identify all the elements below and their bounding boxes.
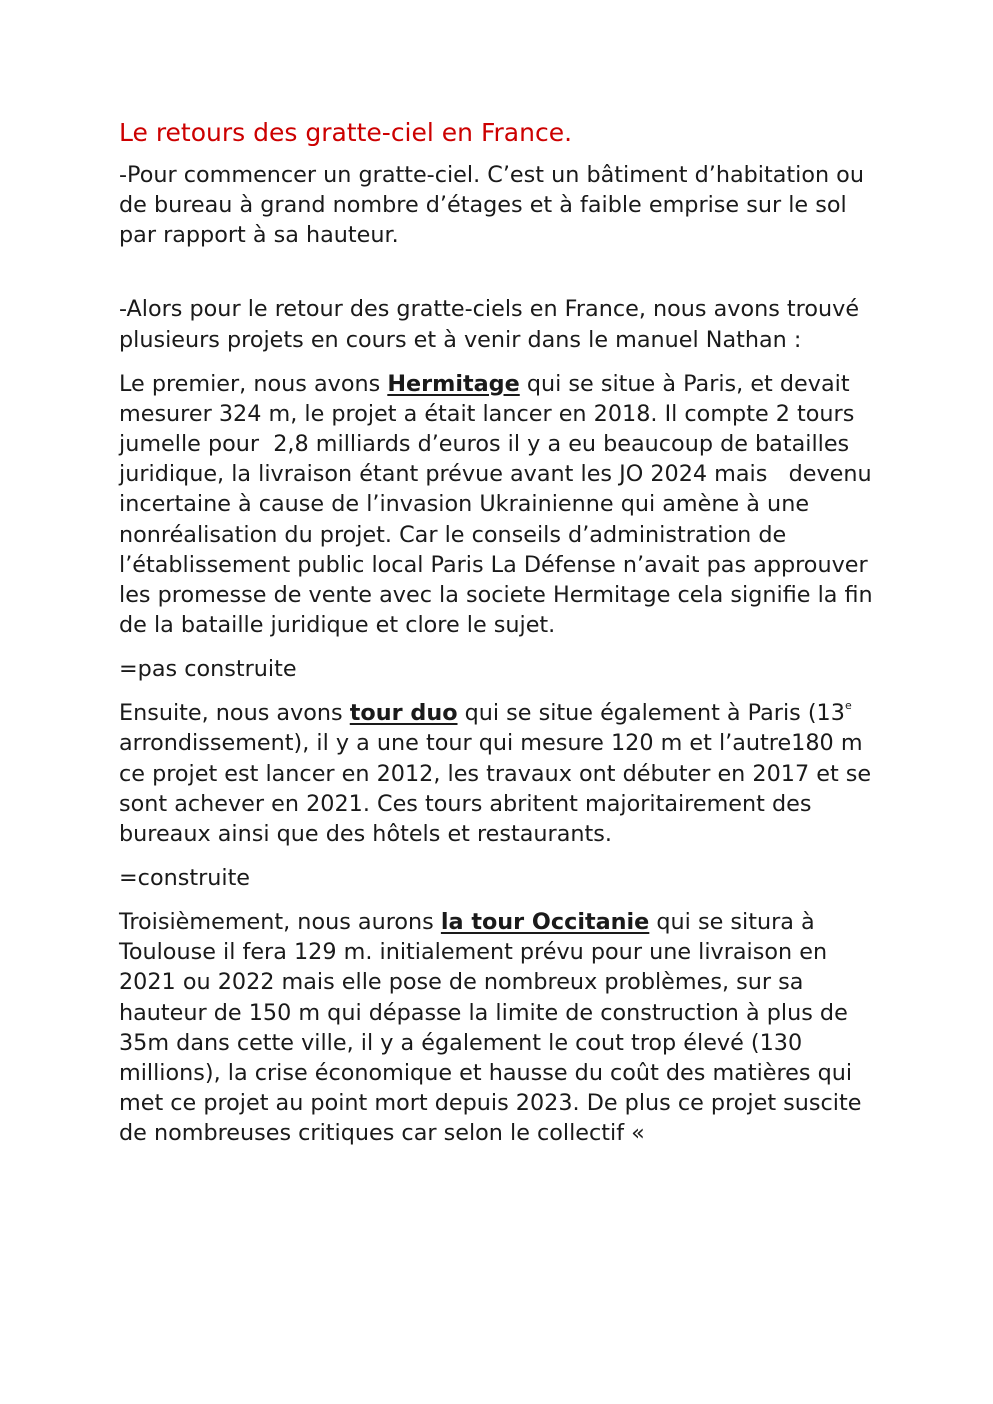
hermitage-intro-text: Le premier, nous avons bbox=[119, 370, 388, 397]
paragraph-definition: -Pour commencer un gratte-ciel. C’est un bâtiment d’habitation ou de bureau à grand nombre d’étages et à faible emprise sur le sol par rapport à sa hauteur. bbox=[119, 162, 872, 249]
paragraph-hermitage bbox=[119, 369, 879, 641]
paragraph-occitanie bbox=[119, 907, 879, 1149]
duo-intro-text: Ensuite, nous avons bbox=[119, 700, 350, 727]
duo-superscript: e bbox=[844, 698, 852, 712]
duo-keyword: tour duo bbox=[349, 700, 458, 727]
duo-status: =construite bbox=[119, 865, 251, 892]
paragraph-intro: -Alors pour le retour des gratte-ciels en France, nous avons trouvé plusieurs projets en cours et à venir dans le manuel Nathan : bbox=[119, 296, 867, 353]
hermitage-keyword: Hermitage bbox=[387, 370, 520, 397]
occitanie-body-text: qui se situra à Toulouse il fera 129 m. initialement prévu pour une livraison en 2021 ou 2022 mais elle pose de nombreux problèmes, sur sa hauteur de 150 m qui dépasse la limite de construction à plus de 35m dans cette ville, il y a également le cout trop élevé (130 millions), la crise économique et hausse du coût des matières qui met ce projet au point mort depuis 2023. De plus ce projet suscite de nombreuses critiques car selon le collectif « bbox=[119, 909, 869, 1147]
hermitage-body-text: qui se situe à Paris, et devait mesurer 324 m, le projet a était lancer en 2018. Il compte 2 tours jumelle pour 2,8 milliards d’euros il y a eu beaucoup de batailles juridique, la livraison étant prévue avant les JO 2024 mais devenu incertaine à cause de l’invasion Ukrainienne qui amène à une nonréalisation du projet. Car le conseils d’administration de l’établissement public local Paris La Défense n’avait pas approuver les promesse de vente avec la societe Hermitage cela signifie la fin de la bataille juridique et clore le sujet. bbox=[119, 370, 880, 639]
duo-middle-text: qui se situe également à Paris (13 bbox=[457, 700, 845, 727]
occitanie-keyword: la tour Occitanie bbox=[440, 909, 650, 936]
paragraph-tour-duo bbox=[119, 698, 879, 849]
document-title: Le retours des gratte-ciel en France. bbox=[119, 118, 573, 147]
paragraph-spacer bbox=[119, 264, 879, 294]
hermitage-status: =pas construite bbox=[119, 656, 297, 683]
duo-body-text: arrondissement), il y a une tour qui mesure 120 m et l’autre180 m ce projet est lancer en 2012, les travaux ont débuter en 2017 et se sont achever en 2021. Ces tours abritent majoritairement des bureaux ainsi que des hôtels et restaurants. bbox=[119, 700, 879, 848]
document-body bbox=[119, 116, 879, 1162]
occitanie-intro-text: Troisièmement, nous aurons bbox=[119, 909, 441, 936]
